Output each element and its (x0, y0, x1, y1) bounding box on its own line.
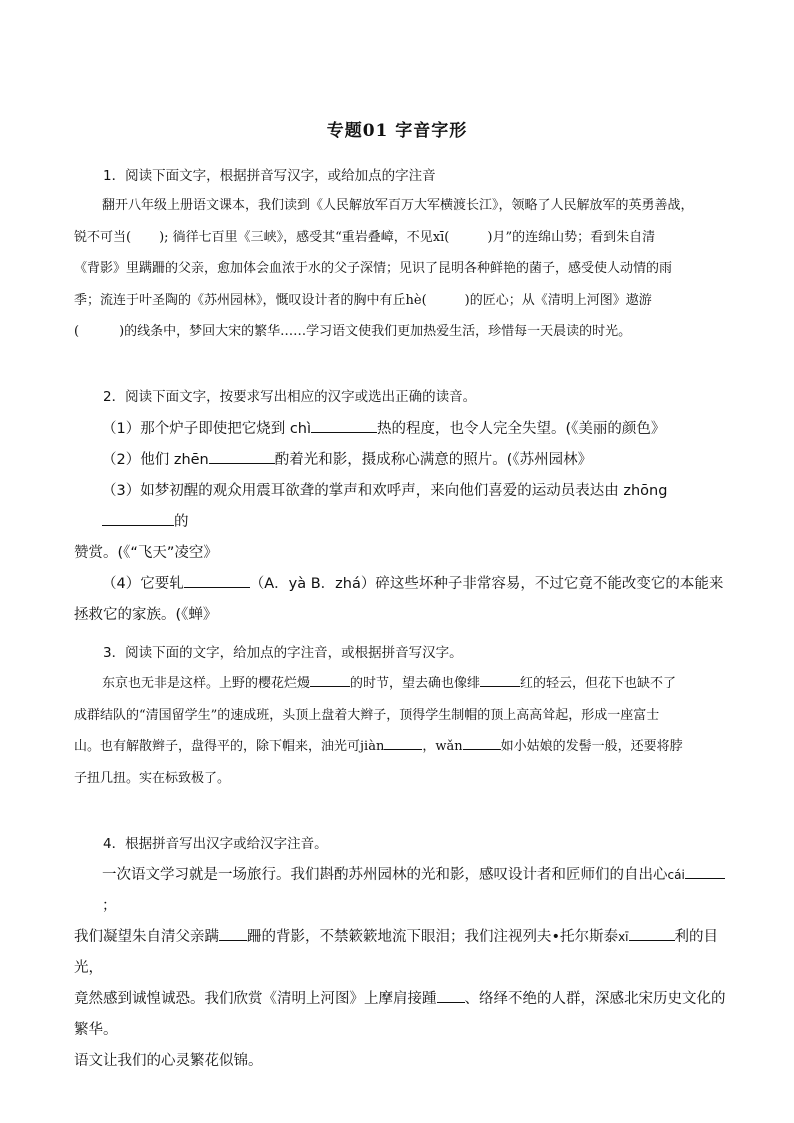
question-4-passage (74, 860, 726, 1077)
q2-item-2: （2）他们 zhēn 酌着光和影，摄成称心满意的照片。(《苏州园林》 (74, 445, 726, 476)
answer-blank[interactable] (310, 672, 350, 687)
pinyin-xi: xī( (432, 229, 450, 245)
q2-item-3: （3）如梦初醒的观众用震耳欲聋的掌声和欢呼声，来向他们喜爱的运动员表达由 zhōng的 (102, 483, 668, 530)
pinyin-jian: jiàn (360, 739, 385, 754)
question-2-heading: 2．阅读下面文字，按要求写出相应的汉字或选出正确的读音。 (103, 389, 477, 405)
answer-blank[interactable] (209, 449, 275, 464)
q3-line-2: 成群结队的“清国留学生”的速成班，头顶上盘着大辫子，顶得学生制帽的顶上高高耸起，形成一座富士 (74, 707, 660, 723)
answer-blank[interactable] (629, 926, 675, 941)
pinyin-xi: xī (618, 930, 629, 944)
answer-blank[interactable] (184, 573, 250, 588)
q1-line-5: ( )的线条中，梦回大宋的繁华……学习语文使我们更加热爱生活，珍惜每一天晨读的时光。 (74, 324, 632, 339)
page-title: 专题01 字音字形 (326, 121, 468, 141)
question-1-heading: 1．阅读下面文字，根据拼音写汉字，或给加点的字注音 (103, 168, 436, 184)
answer-blank[interactable] (437, 988, 465, 1003)
pinyin-he: hè( (405, 292, 427, 308)
q1-line-1: 翻开八年级上册语文课本，我们读到《人民解放军百万大军横渡长江》，领略了人民解放军的英勇善战， (102, 198, 694, 213)
q2-item-1: （1）那个炉子即使把它烧到 chì 热的程度，也令人完全失望。(《美丽的颜色》 (74, 414, 726, 445)
q4-line-3: 竟然感到诚惶诚恐。我们欣赏《清明上河图》上摩肩接踵 、络绎不绝的人群，深感北宋历史文化的繁华。 (74, 984, 726, 1046)
q1-line-3: 《背影》里蹒跚的父亲，愈加体会血浓于水的父子深情；见识了昆明各种鲜艳的菌子，感受使人动情的雨 (74, 261, 673, 276)
question-3-heading: 3．阅读下面的文字，给加点的字注音，或根据拼音写汉字。 (103, 645, 463, 661)
answer-blank[interactable] (480, 672, 520, 687)
q1-line-4: 季；流连于叶圣陶的《苏州园林》，慨叹设计者的胸中有丘hè( )的匠心；从《清明上河图》遨游 (74, 292, 652, 308)
answer-blank[interactable] (311, 418, 377, 433)
q1-line-2: 锐不可当( ); 徜徉七百里《三峡》，感受其“重岩叠嶂，不见xī( )月”的连绵山势；看到朱自清 (74, 229, 656, 245)
question-2-items (74, 414, 726, 631)
question-3-passage (74, 668, 726, 794)
answer-blank[interactable] (384, 735, 422, 750)
pinyin-wan: wǎn (435, 739, 463, 754)
q4-line-4: 语文让我们的心灵繁花似锦。 (74, 1053, 263, 1069)
q4-line-2: 我们凝望朱自清父亲蹒 跚的背影，不禁簌簌地流下眼泪；我们注视列夫•托尔斯泰xī 利的目光， (74, 922, 726, 984)
pinyin-cai: cái (667, 868, 685, 882)
answer-blank[interactable] (463, 735, 501, 750)
q3-line-3: 山。也有解散辫子，盘得平的，除下帽来，油光可jiàn ，wǎn 如小姑娘的发髻一般，还要将脖 (74, 731, 726, 763)
q4-line-1: 一次语文学习就是一场旅行。我们斟酌苏州园林的光和影，感叹设计者和匠师们的自出心cái； (74, 860, 726, 922)
question-1-passage (74, 190, 726, 348)
question-4-heading: 4．根据拼音写出汉字或给汉字注音。 (103, 836, 328, 852)
answer-blank[interactable] (102, 511, 174, 526)
q2-item-3-cont: 赞赏。(《“飞天”凌空》 (74, 545, 218, 561)
q2-item-4: （4）它要轧 （A．yà B．zhá）碎这些坏种子非常容易，不过它竟不能改变它的本能来 (74, 569, 726, 600)
q3-line-4: 子扭几扭。实在标致极了。 (74, 770, 231, 786)
q2-item-4-cont: 拯救它的家族。(《蝉》 (74, 607, 218, 623)
answer-blank[interactable] (219, 926, 247, 941)
q3-line-1: 东京也无非是这样。上野的樱花烂熳 的时节，望去确也像绯 红的轻云，但花下也缺不了 (74, 668, 726, 700)
answer-blank[interactable] (685, 864, 725, 879)
